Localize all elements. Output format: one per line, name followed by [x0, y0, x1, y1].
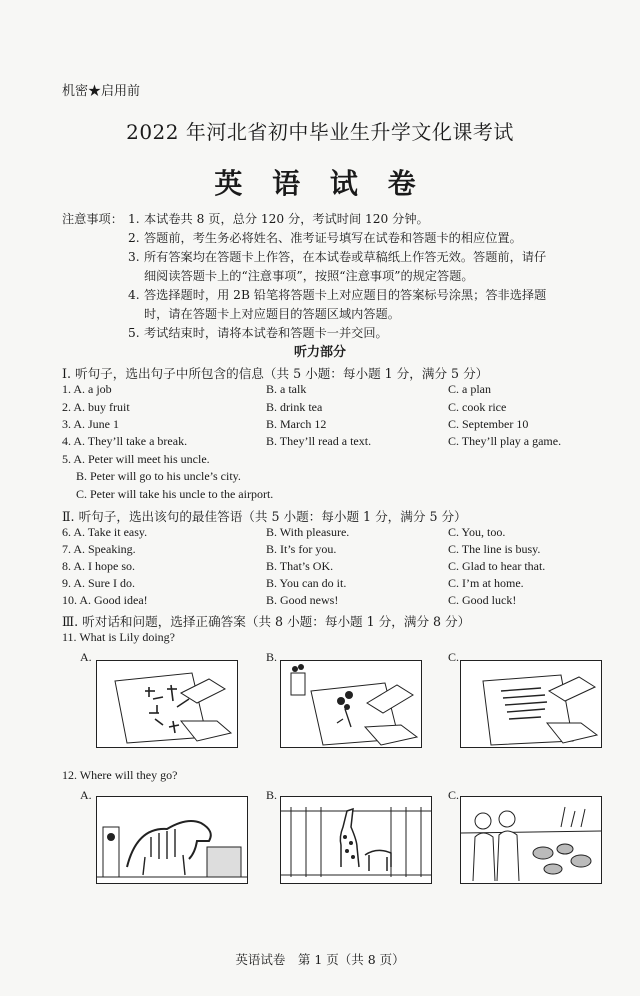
section-1-heading: Ⅰ. 听句子，选出句子中所包含的信息（共 5 小题：每小题 1 分，满分 5 分） — [62, 366, 489, 381]
option-8a: 8. A. I hope so. — [62, 559, 135, 573]
q12-picture-c — [460, 796, 602, 884]
note-number: 1. — [128, 212, 140, 226]
drawing-flowers-illustration — [281, 661, 421, 747]
q11-picture-b — [280, 660, 422, 748]
option-10c: C. Good luck! — [448, 593, 517, 607]
note-text: 时，请在答题卡上对应题目的答题区域内答题。 — [144, 307, 400, 321]
confidential-mark: 机密★启用前 — [62, 84, 141, 99]
option-7a: 7. A. Speaking. — [62, 542, 136, 556]
option-8b: B. That’s OK. — [266, 559, 334, 573]
exam-title: 2022 年河北省初中毕业生升学文化课考试 — [126, 120, 514, 144]
option-1a: 1. A. a job — [62, 382, 112, 396]
option-3c: C. September 10 — [448, 417, 529, 431]
option-9c: C. I’m at home. — [448, 576, 524, 590]
note-number: 4. — [128, 288, 140, 302]
option-4b: B. They’ll read a text. — [266, 434, 372, 448]
page-footer: 英语试卷 第 1 页（共 8 页） — [235, 952, 405, 967]
option-6c: C. You, too. — [448, 525, 506, 539]
zoo-animals-illustration — [281, 797, 431, 883]
notes-block — [62, 210, 634, 343]
note-number: 2. — [128, 231, 140, 245]
note-number: 3. — [128, 250, 140, 264]
note-text: 细阅读答题卡上的“注意事项”，按照“注意事项”的规定答题。 — [144, 269, 474, 283]
option-7b: B. It’s for you. — [266, 542, 337, 556]
option-3b: B. March 12 — [266, 417, 327, 431]
option-10a: 10. A. Good idea! — [62, 593, 148, 607]
option-5b: B. Peter will go to his uncle’s city. — [76, 469, 241, 483]
q11-label-c: C. — [448, 650, 460, 664]
option-5a: 5. A. Peter will meet his uncle. — [62, 452, 210, 466]
writing-chinese-illustration — [97, 661, 237, 747]
subject-title: 英 语 试 卷 — [214, 167, 426, 200]
q12-picture-b — [280, 796, 432, 884]
option-6a: 6. A. Take it easy. — [62, 525, 148, 539]
writing-english-illustration — [461, 661, 601, 747]
q11-label-a: A. — [80, 650, 92, 664]
option-1c: C. a plan — [448, 382, 491, 396]
farm-visitors-illustration — [461, 797, 601, 883]
note-text: 所有答案均在答题卡上作答，在本试卷或草稿纸上作答无效。答题前，请仔 — [144, 250, 547, 264]
note-text: 考试结束时，请将本试卷和答题卡一并交回。 — [144, 326, 388, 340]
note-text: 答选择题时，用 2B 铅笔将答题卡上对应题目的答案标号涂黑；答非选择题 — [144, 288, 547, 302]
option-2c: C. cook rice — [448, 400, 507, 414]
option-1b: B. a talk — [266, 382, 307, 396]
option-7c: C. The line is busy. — [448, 542, 541, 556]
question-11: 11. What is Lily doing? — [62, 630, 175, 644]
option-3a: 3. A. June 1 — [62, 417, 119, 431]
note-text: 答题前，考生务必将姓名、准考证号填写在试卷和答题卡的相应位置。 — [144, 231, 522, 245]
option-8c: C. Glad to hear that. — [448, 559, 546, 573]
notes-label: 注意事项： — [62, 212, 123, 226]
q12-picture-a — [96, 796, 248, 884]
option-6b: B. With pleasure. — [266, 525, 350, 539]
option-4a: 4. A. They’ll take a break. — [62, 434, 188, 448]
q12-label-c: C. — [448, 788, 460, 802]
option-2b: B. drink tea — [266, 400, 323, 414]
section-3-heading: Ⅲ. 听对话和问题，选择正确答案（共 8 小题：每小题 1 分，满分 8 分） — [62, 614, 471, 629]
q12-label-a: A. — [80, 788, 92, 802]
option-2a: 2. A. buy fruit — [62, 400, 130, 414]
option-4c: C. They’ll play a game. — [448, 434, 562, 448]
note-text: 本试卷共 8 页，总分 120 分，考试时间 120 分钟。 — [144, 212, 429, 226]
section-2-heading: Ⅱ. 听句子，选出该句的最佳答语（共 5 小题：每小题 1 分，满分 5 分） — [62, 509, 467, 524]
q11-picture-c — [460, 660, 602, 748]
question-12: 12. Where will they go? — [62, 768, 178, 782]
note-number: 5. — [128, 326, 140, 340]
q12-label-b: B. — [266, 788, 278, 802]
part-title: 听力部分 — [293, 345, 346, 360]
option-5c: C. Peter will take his uncle to the airport. — [76, 487, 274, 501]
q11-label-b: B. — [266, 650, 278, 664]
option-9a: 9. A. Sure I do. — [62, 576, 135, 590]
option-9b: B. You can do it. — [266, 576, 347, 590]
museum-dinosaur-illustration — [97, 797, 247, 883]
option-10b: B. Good news! — [266, 593, 339, 607]
q11-picture-a — [96, 660, 238, 748]
